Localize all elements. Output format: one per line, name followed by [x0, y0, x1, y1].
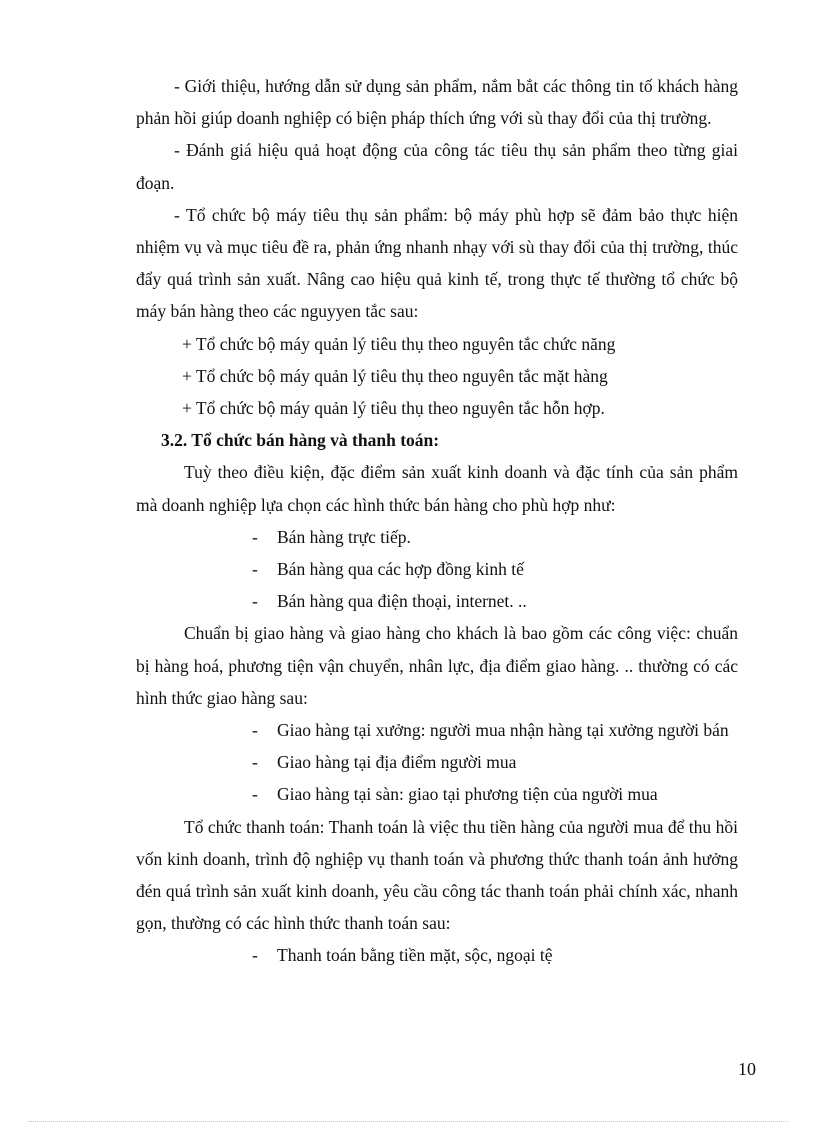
dash-bullet: -	[252, 752, 258, 773]
list-item-functional-principle: + Tổ chức bộ máy quản lý tiêu thụ theo nguyên tắc chức năng	[182, 333, 616, 354]
list-item-text: Bán hàng trực tiếp.	[277, 526, 411, 547]
list-item-text: Bán hàng qua điện thoại, internet. ..	[277, 591, 527, 612]
page-number: 10	[738, 1059, 756, 1079]
paragraph-sales-organization: - Tổ chức bộ máy tiêu thụ sản phẩm: bộ máy phù hợp sẽ đảm bảo thực hiện nhiệm vụ và mục tiêu đề ra, phản ứng nhanh nhạy với sù thay đổi của thị trường, thúc đẩy quá trình sản xuất. Nâng cao hiệu quả kinh tế, trong thực tế thường tổ chức bộ máy bán hàng theo các nguyyen tắc sau:	[136, 204, 738, 322]
paragraph-sales-forms: Tuỳ theo điều kiện, đặc điểm sản xuất kinh doanh và đặc tính của sản phẩm mà doanh nghiệp lựa chọn các hình thức bán hàng cho phù hợp như:	[136, 462, 738, 515]
paragraph-payment: Tổ chức thanh toán: Thanh toán là việc thu tiền hàng của người mua để thu hồi vốn kinh doanh, trình độ nghiệp vụ thanh toán và phương thức thanh toán ảnh hưởng đén quá trình sản xuất kinh doanh, yêu cầu công tác thanh toán phải chính xác, nhanh gọn, thường có các hình thức thanh toán sau:	[136, 816, 738, 934]
list-item-contract-sales	[136, 553, 738, 585]
list-item-buyer-location-delivery	[136, 746, 738, 778]
list-item-floor-delivery	[136, 778, 738, 810]
list-item-cash-payment	[136, 939, 738, 971]
dash-bullet: -	[252, 945, 258, 966]
dash-bullet: -	[252, 720, 258, 741]
list-item-text: Thanh toán bằng tiền mặt, sộc, ngoại tệ	[277, 945, 553, 966]
paragraph-delivery: Chuẩn bị giao hàng và giao hàng cho khách là bao gồm các công việc: chuẩn bị hàng hoá, phương tiện vận chuyển, nhân lực, địa điểm giao hàng. .. thường có các hình thức giao hàng sau:	[136, 623, 738, 708]
list-item-direct-sales	[136, 521, 738, 553]
list-item-text: Giao hàng tại sàn: giao tại phương tiện của người mua	[277, 784, 658, 805]
list-item-text: Bán hàng qua các hợp đồng kinh tế	[277, 559, 524, 580]
dash-bullet: -	[252, 526, 258, 547]
list-item-product-principle: + Tổ chức bộ máy quản lý tiêu thụ theo nguyên tắc mặt hàng	[182, 365, 608, 386]
list-item-mixed-principle: + Tổ chức bộ máy quản lý tiêu thụ theo nguyên tắc hỗn hợp.	[182, 398, 605, 419]
paragraph-product-guidance: - Giới thiệu, hướng dẫn sử dụng sản phẩm, nắm bắt các thông tin tố khách hàng phản hồi giúp doanh nghiệp có biện pháp thích ứng với sù thay đổi của thị trường.	[136, 76, 738, 129]
list-item-workshop-delivery	[136, 714, 738, 746]
page-content	[136, 70, 738, 972]
footer-divider	[28, 1121, 788, 1122]
paragraph-evaluation: - Đánh giá hiệu quả hoạt động của công tác tiêu thụ sản phẩm theo từng giai đoạn.	[136, 140, 738, 193]
dash-bullet: -	[252, 559, 258, 580]
dash-bullet: -	[252, 591, 258, 612]
list-item-text: Giao hàng tại địa điểm người mua	[277, 752, 517, 773]
list-item-phone-internet-sales	[136, 585, 738, 617]
list-item-text: Giao hàng tại xưởng: người mua nhận hàng tại xưởng người bán	[277, 720, 729, 741]
dash-bullet: -	[252, 784, 258, 805]
section-heading: 3.2. Tổ chức bán hàng và thanh toán:	[161, 430, 440, 451]
